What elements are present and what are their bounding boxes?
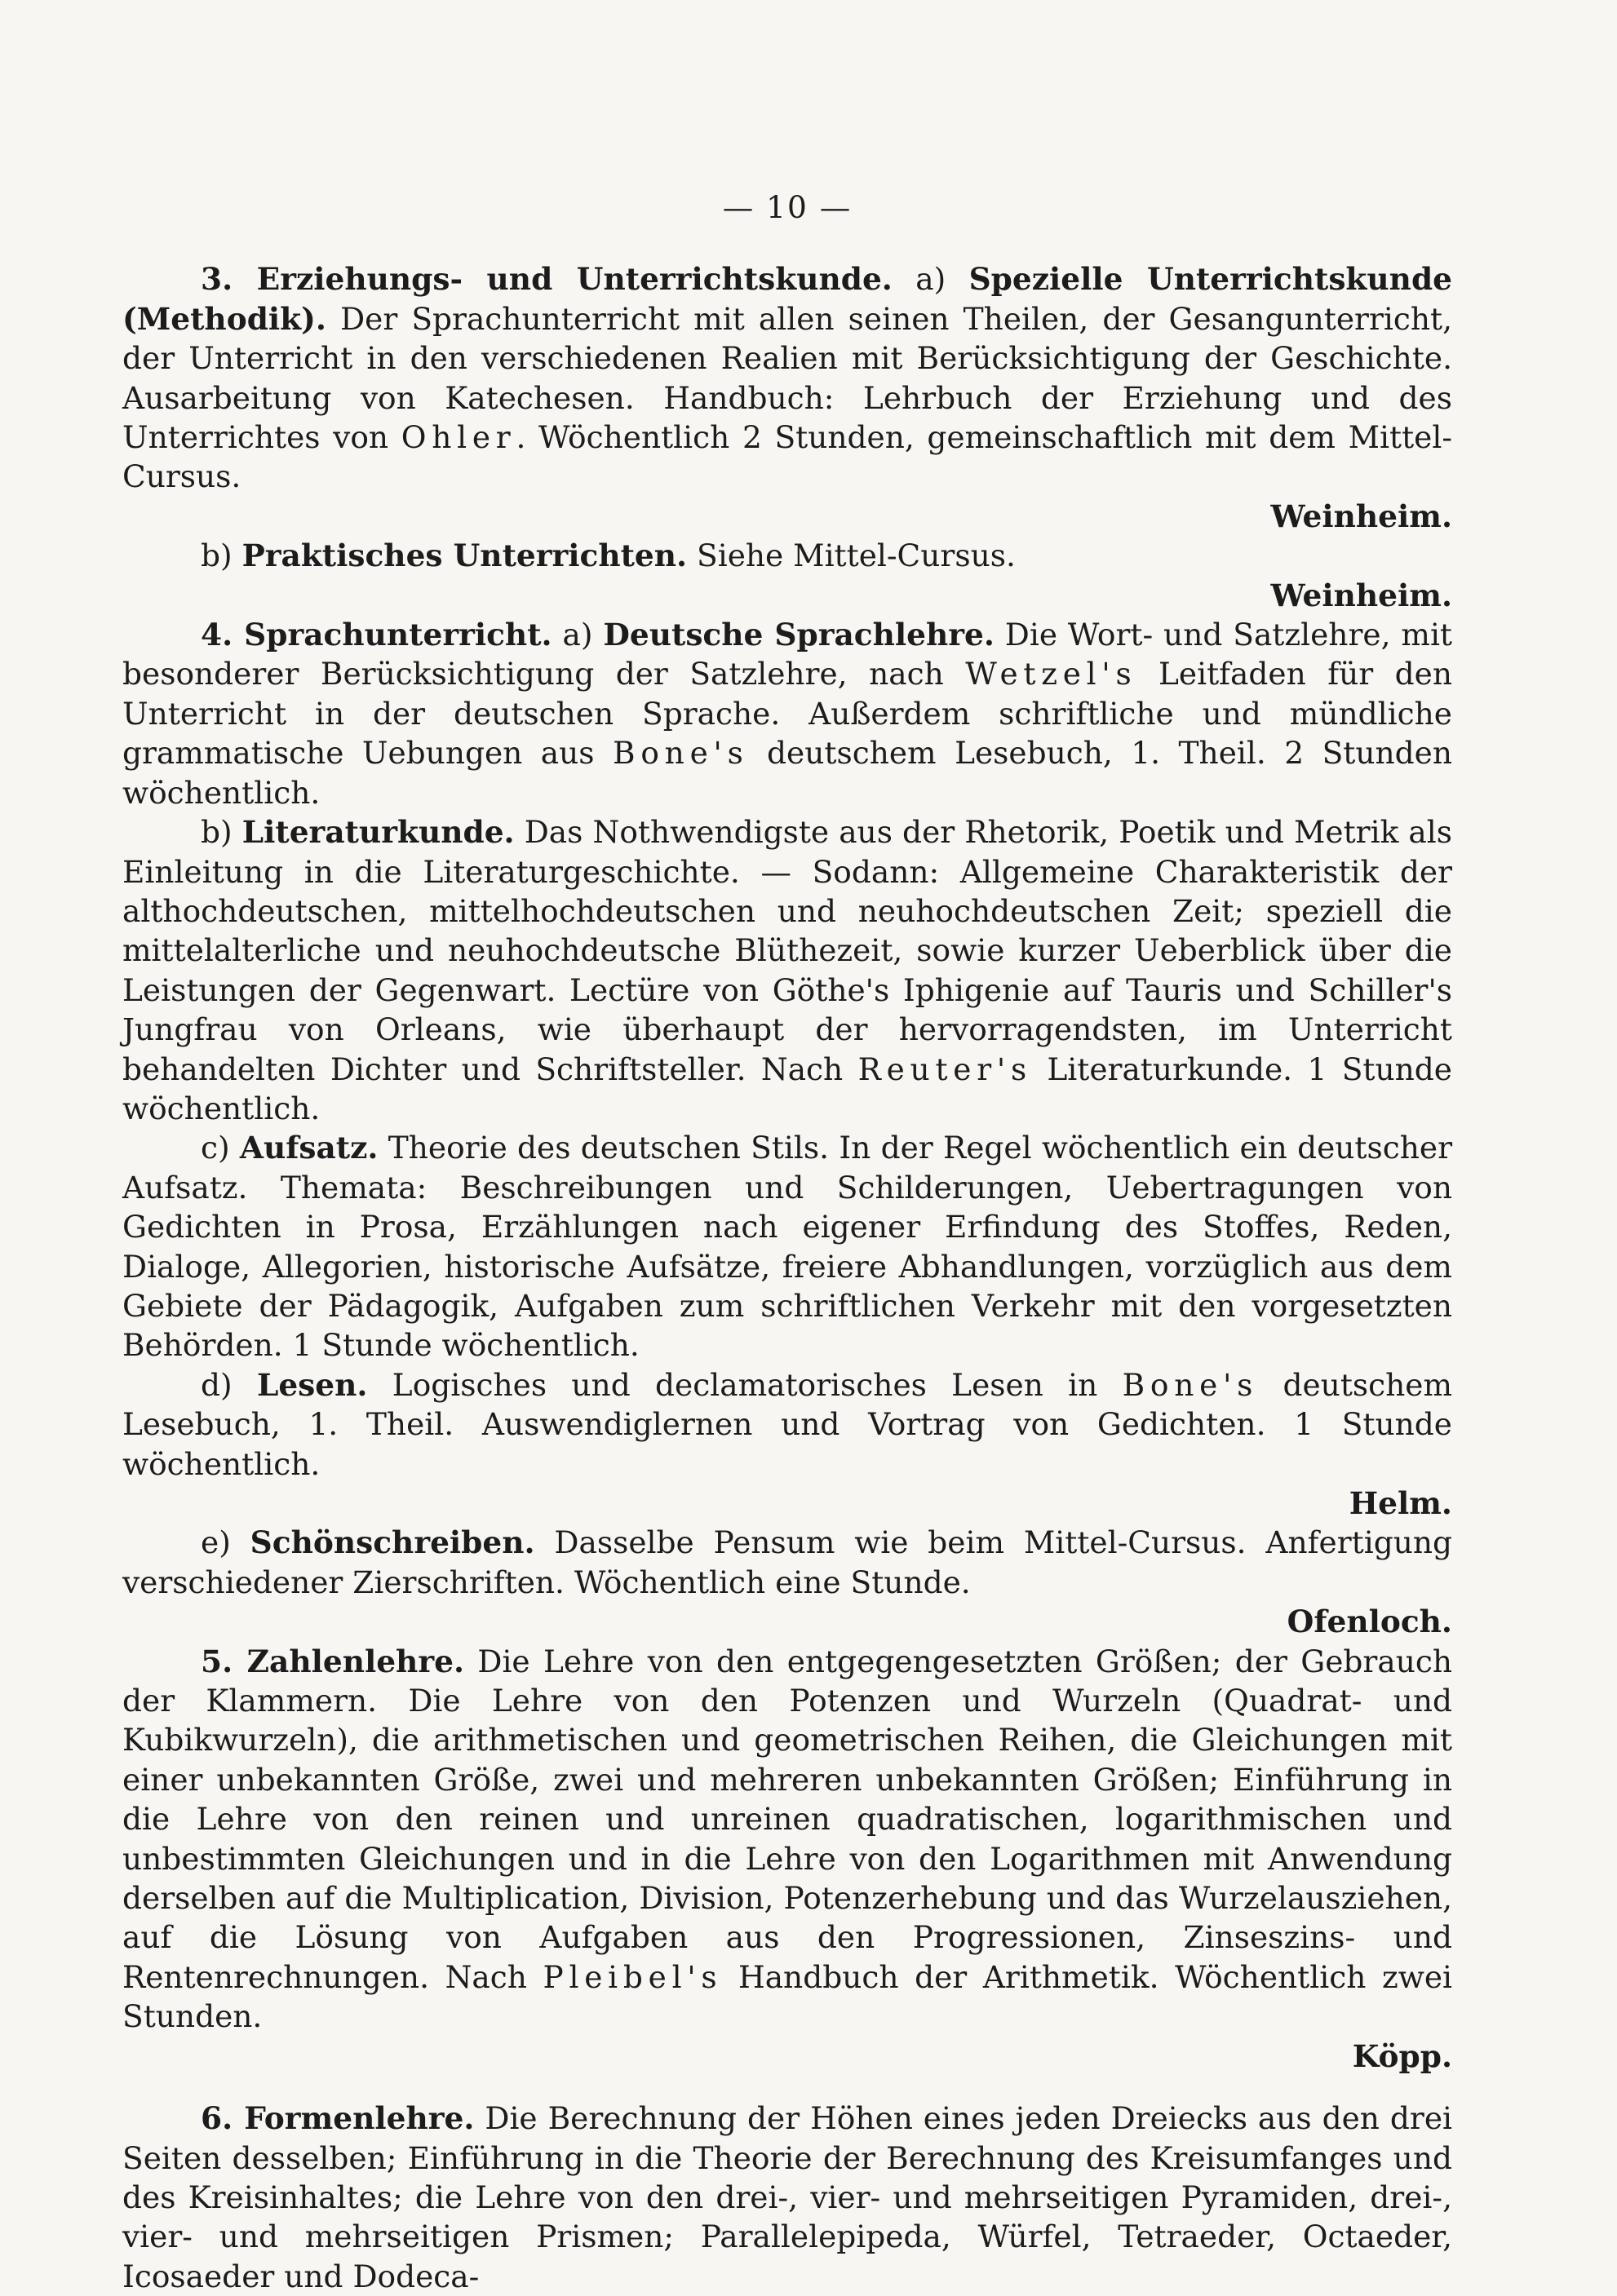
- paragraph-text: Handbuch der Arithmetik. Wöchentlich zwei Stunden.: [122, 1958, 1453, 2035]
- paragraph-schoenschreiben: [122, 1523, 1452, 1602]
- section-heading: 4. Sprachunterricht.: [201, 617, 552, 653]
- subsection-marker: b): [201, 814, 233, 851]
- paragraph-text: Das Nothwendigste aus der Rhetorik, Poetik und Metrik als Einleitung in die Literaturgeschichte. — Sodann: Allgemeine Charakteristik der althochdeutschen, mittelhochdeutschen und neuhochdeutschen Zeit; speziell die mittelalterliche und neuhochdeutsche Blüthezeit, sowie kurzer Ueberblick über die Leistungen der Gegenwart. Lectüre von Göthe's Iphigenie auf Tauris und Schiller's Jungfrau von Orleans, wie überhaupt der hervorragendsten, im Unterricht behandelten Dichter und Schriftsteller. Nach: [122, 814, 1453, 1087]
- paragraph-sprachunterricht: [122, 615, 1452, 812]
- author-name: Ohler: [401, 419, 516, 456]
- subsection-heading: Schönschreiben.: [250, 1524, 535, 1561]
- paragraph-lesen: [122, 1365, 1452, 1484]
- subsection-marker: d): [201, 1366, 233, 1403]
- paragraph-text: Die Berechnung der Höhen eines jeden Dreiecks aus den drei Seiten desselben; Einführung in die Theorie der Berechnung des Kreisumfanges und des Kreisinhaltes; die Lehre von den drei-, vier- und mehrseitigen Pyramiden, drei-, vier- und mehrseitigen Prismen; Parallelepipeda, Würfel, Tetraeder, Octaeder, Icosaeder und Dodeca-: [122, 2100, 1453, 2294]
- paragraph-erziehungskunde: [122, 259, 1452, 496]
- section-heading: 6. Formenlehre.: [201, 2100, 475, 2137]
- paragraph-text: Dasselbe Pensum wie beim Mittel-Cursus. Anfertigung verschiedener Zierschriften. Wöchentlich eine Stunde.: [122, 1524, 1453, 1600]
- subsection-heading: Praktisches Unterrichten.: [241, 538, 688, 574]
- subsection-heading: Deutsche Sprachlehre.: [603, 617, 995, 653]
- document-page: [122, 188, 1452, 2296]
- subsection-heading: Spezielle Unterrichtskunde (Methodik).: [122, 261, 1453, 337]
- section-heading: 3. Erziehungs- und Unterrichtskunde.: [201, 261, 893, 298]
- paragraph-text: Der Sprachunterricht mit allen seinen Theilen, der Gesangunterricht, der Unterricht in den verschiedenen Realien mit Berücksichtigung der Geschichte. Ausarbeitung von Katechesen. Handbuch: Lehrbuch der Erziehung und des Unterrichtes von: [122, 300, 1453, 456]
- paragraph-text: Literaturkunde. 1 Stunde wöchentlich.: [122, 1051, 1453, 1126]
- subsection-marker: a): [915, 261, 946, 298]
- paragraph-text: Siehe Mittel-Cursus.: [697, 538, 1016, 574]
- author-name: Reuter's: [857, 1051, 1032, 1087]
- paragraph-text: Die Lehre von den entgegengesetzten Größen; der Gebrauch der Klammern. Die Lehre von den Potenzen und Wurzeln (Quadrat- und Kubikwurzeln), die arithmetischen und geometrischen Reihen, die Gleichungen mit einer unbekannten Größe, zwei und mehreren unbekannten Größen; Einführung in die Lehre von den reinen und unreinen quadratischen, logarithmischen und unbestimmten Gleichungen und in die Lehre von den Logarithmen mit Anwendung derselben auf die Multiplication, Division, Potenzerhebung und das Wurzelausziehen, auf die Lösung von Aufgaben aus den Progressionen, Zinseszins- und Rentenrechnungen. Nach: [122, 1643, 1452, 1995]
- subsection-heading: Aufsatz.: [239, 1130, 379, 1166]
- paragraph-text: deutschem Lesebuch, 1. Theil. 2 Stunden wöchentlich.: [122, 735, 1453, 811]
- paragraph-text: Theorie des deutschen Stils. In der Regel wöchentlich ein deutscher Aufsatz. Themata: Beschreibungen und Schilderungen, Uebertragungen von Gedichten in Prosa, Erzählungen nach eigener Erfindung des Stoffes, Reden, Dialoge, Allegorien, historische Aufsätze, freiere Abhandlungen, vorzüglich aus dem Gebiete der Pädagogik, Aufgaben zum schriftlichen Verkehr mit den vorgesetzten Behörden. 1 Stunde wöchentlich.: [122, 1130, 1453, 1364]
- subsection-heading: Lesen.: [256, 1366, 368, 1403]
- paragraph-literaturkunde: [122, 812, 1452, 1128]
- subsection-marker: a): [562, 617, 593, 653]
- paragraph-text: Die Wort- und Satzlehre, mit besonderer Berücksichtigung der Satzlehre, nach: [122, 617, 1453, 692]
- teacher-name: Weinheim.: [1270, 577, 1452, 613]
- paragraph-text: Logisches und declamatorisches Lesen in: [392, 1366, 1098, 1403]
- teacher-name: Helm.: [1349, 1485, 1452, 1521]
- subsection-marker: c): [201, 1130, 230, 1166]
- author-name: Bone's: [1122, 1366, 1259, 1403]
- paragraph-text: Leitfaden für den Unterricht in der deutschen Sprache. Außerdem schriftliche und mündliche grammatische Uebungen aus: [122, 656, 1453, 772]
- subsection-heading: Literaturkunde.: [241, 814, 515, 851]
- paragraph-text: deutschem Lesebuch, 1. Theil. Auswendiglernen und Vortrag von Gedichten. 1 Stunde wöchentlich.: [122, 1366, 1453, 1482]
- paragraph-zahlenlehre: [122, 1642, 1452, 2037]
- paragraph-formenlehre: [122, 2099, 1452, 2296]
- author-name: Bone's: [613, 735, 749, 772]
- paragraph-praktisches-unterrichten: [122, 536, 1452, 575]
- subsection-marker: e): [201, 1524, 231, 1561]
- page-number: — 10 —: [722, 189, 853, 225]
- paragraph-aufsatz: [122, 1128, 1452, 1365]
- paragraph-text: . Wöchentlich 2 Stunden, gemeinschaftlich mit dem Mittel-Cursus.: [122, 419, 1453, 495]
- author-name: Pleibel's: [543, 1958, 723, 1995]
- teacher-name: Köpp.: [1352, 2037, 1452, 2074]
- section-heading: 5. Zahlenlehre.: [201, 1643, 464, 1679]
- teacher-name: Weinheim.: [1270, 498, 1452, 534]
- subsection-marker: b): [201, 538, 233, 574]
- teacher-name: Ofenloch.: [1287, 1604, 1452, 1640]
- author-name: Wetzel's: [965, 656, 1137, 692]
